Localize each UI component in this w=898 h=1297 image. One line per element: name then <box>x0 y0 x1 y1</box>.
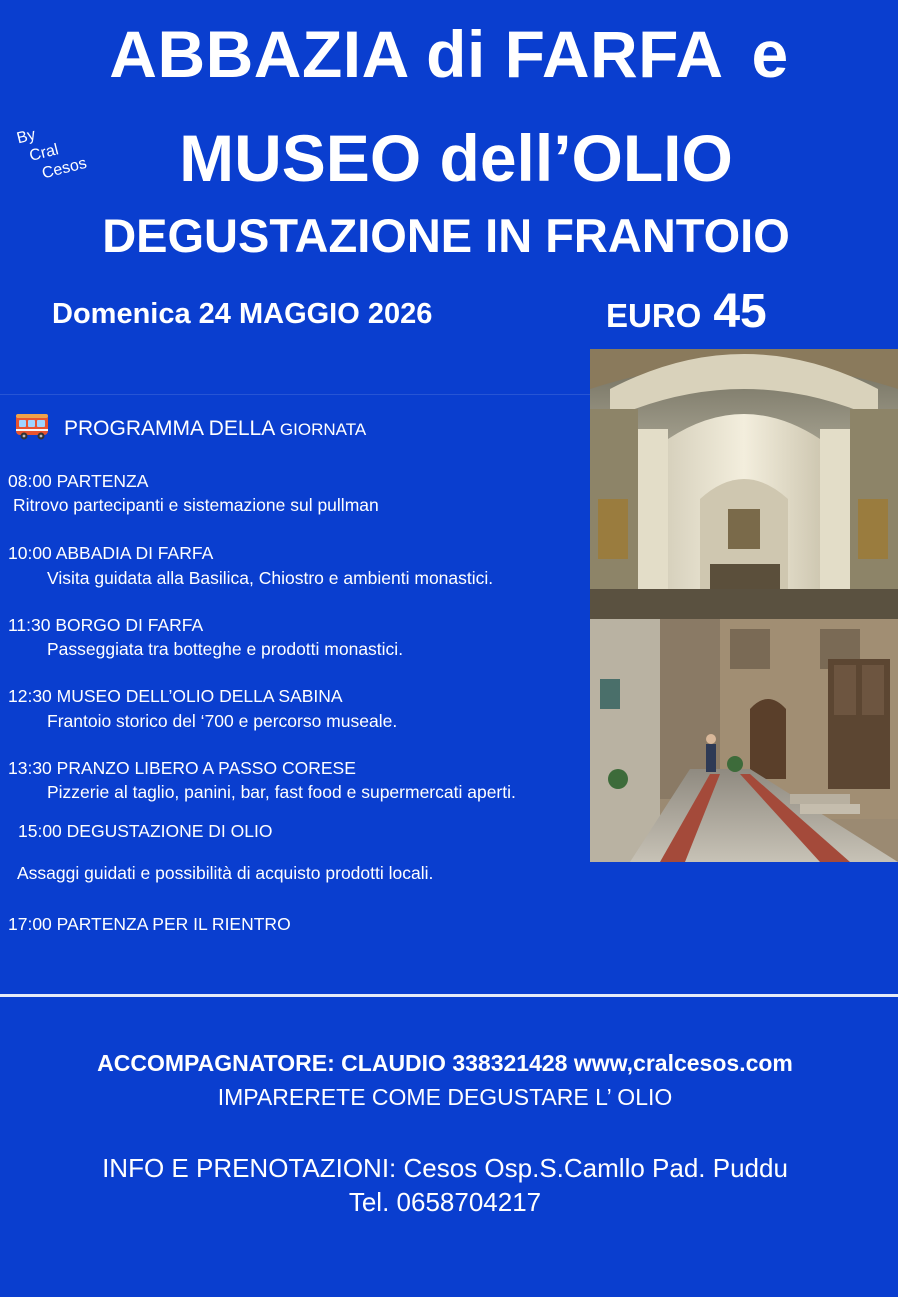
program-item-title: 08:00 PARTENZA <box>8 471 149 491</box>
village-street-photo <box>590 619 898 862</box>
title-conjunction: e <box>751 17 789 91</box>
program-heading-small: GIORNATA <box>279 420 367 439</box>
price-value: 45 <box>713 285 767 338</box>
cral-word: Cral <box>27 141 61 165</box>
title-line-3: DEGUSTAZIONE IN FRANTOIO <box>102 209 790 262</box>
by-word: By <box>15 126 38 148</box>
bus-icon <box>14 411 50 441</box>
program-item-desc: Frantoio storico del ‘700 e percorso museale. <box>47 711 398 731</box>
title-line-1 <box>0 16 898 92</box>
basilica-interior-photo <box>590 349 898 619</box>
divider-top <box>0 394 590 395</box>
by-cral-cesos-label <box>15 108 119 198</box>
tasting-note: IMPARERETE COME DEGUSTARE L’ OLIO <box>217 1084 673 1110</box>
program-heading <box>64 416 366 443</box>
booking-phone: Tel. 0658704217 <box>348 1187 542 1217</box>
program-item-desc: Visita guidata alla Basilica, Chiostro e ambienti monastici. <box>47 568 494 588</box>
program-item-desc: Ritrovo partecipanti e sistemazione sul pullman <box>13 495 379 515</box>
price-label: EURO <box>606 297 702 334</box>
program-item-title: 11:30 BORGO DI FARFA <box>8 615 204 635</box>
cesos-word: Cesos <box>40 154 89 183</box>
footer-separator <box>0 994 898 997</box>
program-item-title: 10:00 ABBADIA DI FARFA <box>8 543 214 563</box>
program-item-title: 17:00 PARTENZA PER IL RIENTRO <box>8 914 291 934</box>
guide-contact: ACCOMPAGNATORE: CLAUDIO 338321428 www,cralcesos.com <box>97 1050 793 1076</box>
program-heading-main: PROGRAMMA DELLA <box>64 417 280 440</box>
title-line-2: MUSEO dell’OLIO <box>179 121 733 195</box>
title-abbazia: ABBAZIA di FARFA <box>109 17 724 91</box>
event-date: Domenica 24 MAGGIO 2026 <box>52 298 433 330</box>
program-item-title: 12:30 MUSEO DELL’OLIO DELLA SABINA <box>8 686 343 706</box>
program-item-desc: Pizzerie al taglio, panini, bar, fast food e supermercati aperti. <box>47 782 516 802</box>
booking-info: INFO E PRENOTAZIONI: Cesos Osp.S.Camllo Pad. Puddu <box>102 1153 788 1183</box>
program-item-title: 13:30 PRANZO LIBERO A PASSO CORESE <box>8 758 356 778</box>
program-item-desc: Assaggi guidati e possibilità di acquisto prodotti locali. <box>17 863 434 883</box>
price <box>606 285 767 338</box>
program-item-desc: Passeggiata tra botteghe e prodotti monastici. <box>47 639 404 659</box>
program-item-title: 15:00 DEGUSTAZIONE DI OLIO <box>18 821 273 841</box>
